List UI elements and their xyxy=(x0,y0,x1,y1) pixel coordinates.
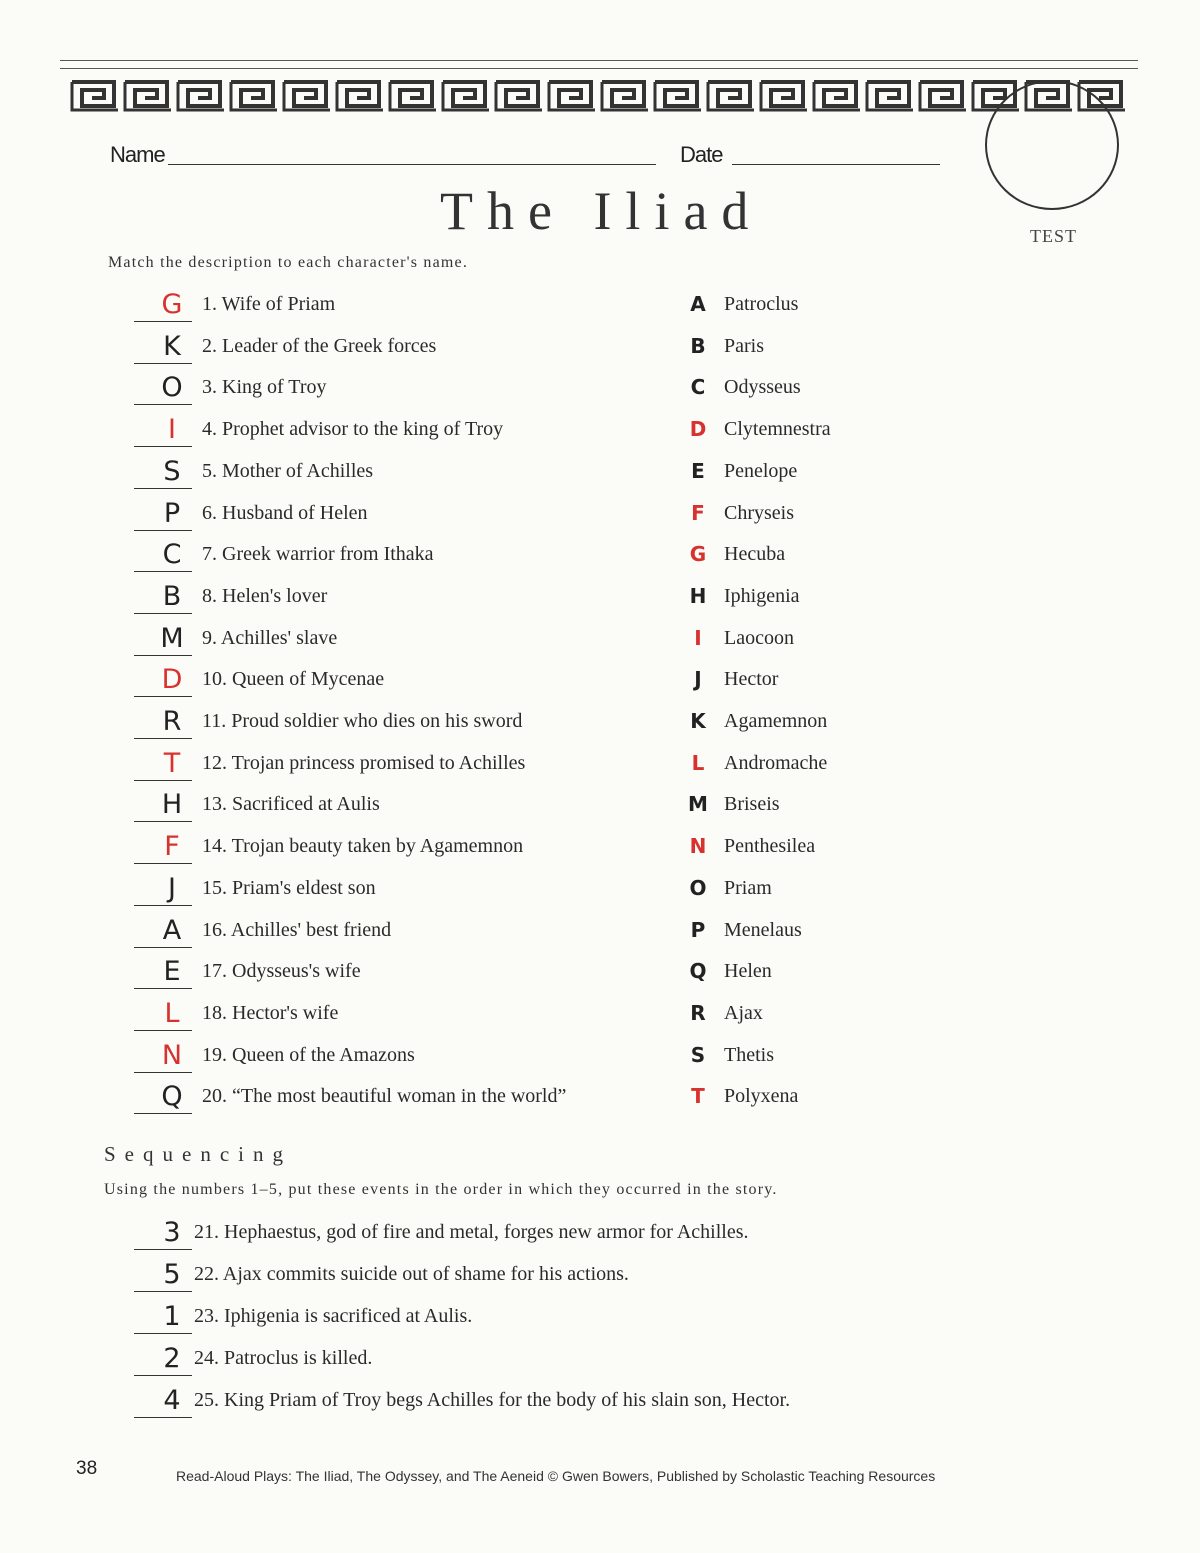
sequencing-heading: Sequencing xyxy=(104,1142,292,1166)
crossed-letter: S xyxy=(690,1042,706,1067)
event-text: 22. Ajax commits suicide out of shame for his actions. xyxy=(194,1263,629,1285)
description-text: 14. Trojan beauty taken by Agamemnon xyxy=(202,835,524,858)
description-text: 2. Leader of the Greek forces xyxy=(202,334,437,357)
handwritten-answer: N xyxy=(161,1039,183,1071)
crossed-letter: O xyxy=(689,875,707,900)
description-text: 4. Prophet advisor to the king of Troy xyxy=(202,418,504,441)
answer-blank[interactable] xyxy=(134,488,192,489)
description-text: 10. Queen of Mycenae xyxy=(202,668,385,691)
top-rule xyxy=(60,60,1138,61)
handwritten-answer: P xyxy=(163,497,181,529)
handwritten-answer: C xyxy=(162,539,182,571)
crossed-letter: T xyxy=(691,1084,705,1109)
name-field[interactable] xyxy=(168,164,656,165)
handwritten-answer: H xyxy=(161,789,183,821)
answer-blank[interactable] xyxy=(134,363,192,364)
character-name: Thetis xyxy=(724,1043,774,1066)
crossed-letter: N xyxy=(689,834,707,859)
character-name: Agamemnon xyxy=(724,710,828,732)
answer-blank[interactable] xyxy=(134,947,192,948)
answer-blank[interactable] xyxy=(134,905,192,906)
crossed-letter: M xyxy=(688,792,708,817)
page-title: The Iliad xyxy=(440,181,763,241)
crossed-letter: P xyxy=(690,917,706,942)
page-number: 38 xyxy=(76,1458,98,1479)
answer-blank[interactable] xyxy=(134,1249,192,1250)
handwritten-answer: T xyxy=(163,747,181,779)
handwritten-answer: O xyxy=(161,372,183,404)
description-text: 1. Wife of Priam xyxy=(202,293,336,315)
handwritten-answer: 3 xyxy=(163,1217,181,1248)
handwritten-answer: B xyxy=(162,580,182,612)
character-name: Odysseus xyxy=(724,376,801,399)
sequencing-row xyxy=(130,1254,1130,1296)
crossed-letter: L xyxy=(691,750,705,775)
handwritten-answer: M xyxy=(160,622,184,654)
character-name: Briseis xyxy=(724,793,780,816)
crossed-letter: Q xyxy=(689,959,707,984)
answer-blank[interactable] xyxy=(134,1375,192,1376)
score-circle xyxy=(985,80,1119,210)
matching-row xyxy=(130,784,1130,826)
character-name: Clytemnestra xyxy=(724,418,831,441)
matching-row xyxy=(130,910,1130,952)
matching-row xyxy=(130,701,1130,743)
greek-key-border xyxy=(68,74,1128,114)
answer-blank[interactable] xyxy=(134,1072,192,1073)
description-text: 8. Helen's lover xyxy=(202,584,328,607)
event-text: 24. Patroclus is killed. xyxy=(194,1347,373,1369)
crossed-letter: R xyxy=(690,1000,706,1025)
character-name: Chryseis xyxy=(724,501,794,524)
character-name: Menelaus xyxy=(724,918,802,941)
handwritten-answer: K xyxy=(163,330,181,362)
answer-blank[interactable] xyxy=(134,988,192,989)
character-name: Priam xyxy=(724,876,772,899)
crossed-letter: F xyxy=(691,500,705,525)
answer-blank[interactable] xyxy=(134,1113,192,1114)
character-name: Penelope xyxy=(724,459,798,482)
event-text: 21. Hephaestus, god of fire and metal, forges new armor for Achilles. xyxy=(194,1221,749,1243)
matching-row xyxy=(130,451,1130,493)
answer-blank[interactable] xyxy=(134,696,192,697)
matching-row xyxy=(130,1035,1130,1077)
handwritten-answer: L xyxy=(164,997,180,1029)
sequencing-row xyxy=(130,1380,1130,1422)
character-name: Penthesilea xyxy=(724,835,816,858)
matching-row xyxy=(130,576,1130,618)
description-text: 3. King of Troy xyxy=(202,376,327,399)
handwritten-answer: Q xyxy=(161,1081,183,1113)
character-name: Andromache xyxy=(724,751,828,774)
answer-blank[interactable] xyxy=(134,780,192,781)
description-text: 18. Hector's wife xyxy=(202,1001,339,1024)
description-text: 5. Mother of Achilles xyxy=(202,459,374,482)
handwritten-answer: J xyxy=(168,872,176,904)
matching-row xyxy=(130,951,1130,993)
description-text: 9. Achilles' slave xyxy=(202,626,338,649)
crossed-letter: G xyxy=(689,542,707,567)
description-text: 19. Queen of the Amazons xyxy=(202,1043,415,1066)
event-text: 23. Iphigenia is sacrificed at Aulis. xyxy=(194,1305,473,1327)
sequencing-row xyxy=(130,1338,1130,1380)
character-name: Paris xyxy=(724,334,764,357)
sequencing-row xyxy=(130,1212,1130,1254)
matching-row xyxy=(130,326,1130,368)
handwritten-answer: D xyxy=(161,664,183,696)
handwritten-answer: G xyxy=(161,289,183,320)
matching-row xyxy=(130,826,1130,868)
answer-blank[interactable] xyxy=(134,446,192,447)
character-name: Helen xyxy=(724,960,772,983)
date-label: Date xyxy=(680,142,723,167)
answer-blank[interactable] xyxy=(134,404,192,405)
handwritten-answer: A xyxy=(162,914,182,946)
crossed-letter: D xyxy=(689,417,707,442)
character-name: Hector xyxy=(724,668,779,691)
character-name: Iphigenia xyxy=(724,584,800,607)
character-name: Patroclus xyxy=(724,293,799,315)
answer-blank[interactable] xyxy=(134,655,192,656)
event-text: 25. King Priam of Troy begs Achilles for the body of his slain son, Hector. xyxy=(194,1389,791,1411)
crossed-letter: C xyxy=(690,375,706,400)
matching-instructions: Match the description to each character's name. xyxy=(108,254,469,271)
matching-row xyxy=(130,367,1130,409)
handwritten-answer: 5 xyxy=(163,1259,181,1290)
answer-blank[interactable] xyxy=(134,530,192,531)
handwritten-answer: F xyxy=(164,831,180,863)
handwritten-answer: I xyxy=(168,414,176,446)
answer-blank[interactable] xyxy=(134,1417,192,1418)
handwritten-answer: 1 xyxy=(163,1301,181,1332)
crossed-letter: J xyxy=(694,667,702,692)
matching-row xyxy=(130,659,1130,701)
matching-row xyxy=(130,868,1130,910)
description-text: 11. Proud soldier who dies on his sword xyxy=(202,710,523,732)
matching-row xyxy=(130,743,1130,785)
handwritten-answer: 4 xyxy=(163,1385,181,1416)
character-name: Hecuba xyxy=(724,543,786,566)
crossed-letter: I xyxy=(694,625,702,650)
answer-blank[interactable] xyxy=(134,1291,192,1292)
character-name: Laocoon xyxy=(724,626,794,649)
description-text: 13. Sacrificed at Aulis xyxy=(202,793,380,816)
name-label: Name xyxy=(110,142,165,167)
description-text: 15. Priam's eldest son xyxy=(202,876,376,899)
description-text: 6. Husband of Helen xyxy=(202,501,368,524)
handwritten-answer: 2 xyxy=(163,1343,181,1374)
description-text: 17. Odysseus's wife xyxy=(202,960,361,983)
score-label: TEST xyxy=(1030,226,1077,246)
answer-blank[interactable] xyxy=(134,571,192,572)
crossed-letter: E xyxy=(691,458,705,483)
handwritten-answer: S xyxy=(163,455,181,487)
description-text: 7. Greek warrior from Ithaka xyxy=(202,543,434,566)
description-text: 16. Achilles' best friend xyxy=(202,918,392,941)
description-text: 12. Trojan princess promised to Achilles xyxy=(202,751,526,774)
description-text: 20. “The most beautiful woman in the world” xyxy=(202,1085,567,1108)
matching-row xyxy=(130,1076,1130,1118)
crossed-letter: H xyxy=(689,583,707,608)
crossed-letter: A xyxy=(690,292,706,316)
answer-blank[interactable] xyxy=(134,821,192,822)
character-name: Ajax xyxy=(724,1001,763,1024)
crossed-letter: K xyxy=(690,709,706,733)
matching-row xyxy=(130,284,1130,326)
sequencing-row xyxy=(130,1296,1130,1338)
date-field[interactable] xyxy=(732,164,940,165)
matching-row xyxy=(130,618,1130,660)
matching-row xyxy=(130,493,1130,535)
character-name: Polyxena xyxy=(724,1085,799,1108)
handwritten-answer: R xyxy=(162,706,182,737)
answer-blank[interactable] xyxy=(134,321,192,322)
answer-blank[interactable] xyxy=(134,863,192,864)
matching-row xyxy=(130,534,1130,576)
answer-blank[interactable] xyxy=(134,1030,192,1031)
sequencing-instructions: Using the numbers 1–5, put these events in the order in which they occurred in the story. xyxy=(104,1181,778,1198)
crossed-letter: B xyxy=(690,333,706,358)
top-rule-inner xyxy=(60,68,1138,69)
answer-blank[interactable] xyxy=(134,1333,192,1334)
answer-blank[interactable] xyxy=(134,613,192,614)
matching-row xyxy=(130,993,1130,1035)
answer-blank[interactable] xyxy=(134,738,192,739)
footer-credit: Read-Aloud Plays: The Iliad, The Odyssey, and The Aeneid © Gwen Bowers, Published by Scholastic Teaching Resources xyxy=(176,1468,936,1484)
handwritten-answer: E xyxy=(163,956,181,988)
matching-row xyxy=(130,409,1130,451)
